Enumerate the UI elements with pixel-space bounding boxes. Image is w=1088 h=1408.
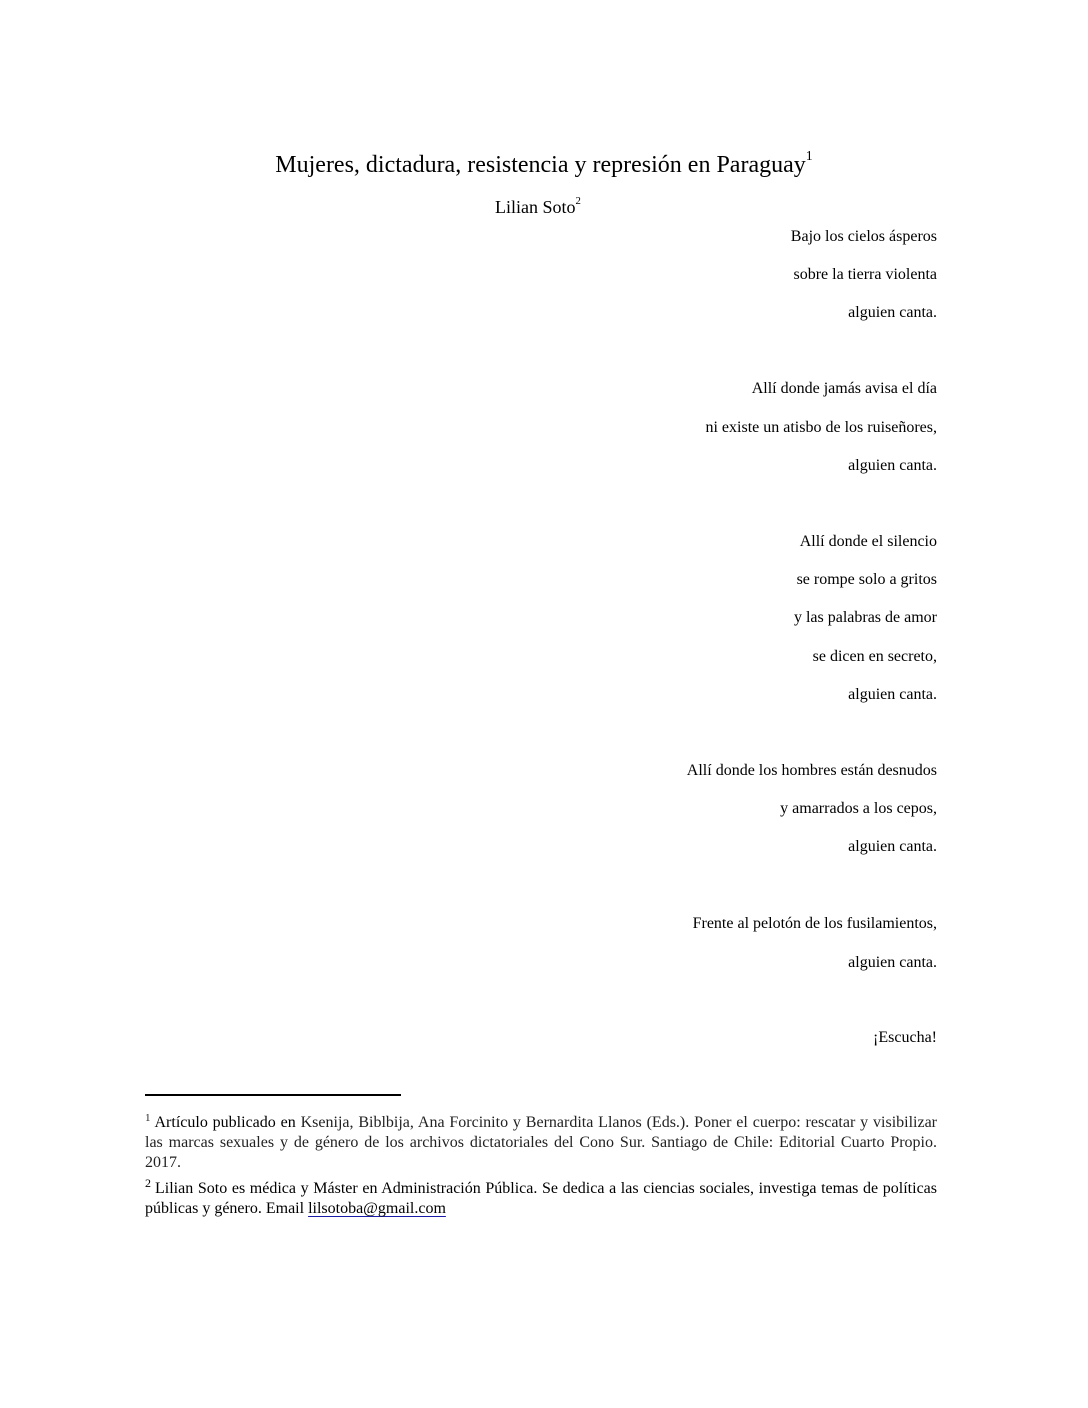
poem-line: ¡Escucha! xyxy=(873,1029,937,1046)
poem-line: alguien canta. xyxy=(848,954,937,971)
poem-line: alguien canta. xyxy=(848,304,937,321)
poem-line: alguien canta. xyxy=(848,457,937,474)
footnote-number: 1 xyxy=(145,1111,151,1124)
poem-line: Frente al pelotón de los fusilamientos, xyxy=(692,915,937,932)
poem-line: Bajo los cielos ásperos xyxy=(790,228,937,245)
author-line xyxy=(0,194,1076,220)
footnote-separator xyxy=(145,1094,401,1096)
author-footnote-ref[interactable]: 2 xyxy=(575,194,581,207)
author-name: Lilian Soto xyxy=(495,197,576,217)
poem-line: se dicen en secreto, xyxy=(812,648,937,665)
poem-line: sobre la tierra violenta xyxy=(793,266,937,283)
poem-line: Allí donde jamás avisa el día xyxy=(751,380,937,397)
poem-line: alguien canta. xyxy=(848,686,937,703)
document-title xyxy=(0,148,1088,182)
footnote-number: 2 xyxy=(145,1175,151,1190)
poem-line: se rompe solo a gritos xyxy=(796,571,937,588)
footnote-2 xyxy=(145,1175,937,1219)
poem-line: y amarrados a los cepos, xyxy=(780,800,937,817)
title-text: Mujeres, dictadura, resistencia y represión en Paraguay xyxy=(275,152,806,178)
poem-line: ni existe un atisbo de los ruiseñores, xyxy=(705,419,937,436)
poem-line: alguien canta. xyxy=(848,838,937,855)
footnote-1 xyxy=(145,1113,937,1173)
poem-line: y las palabras de amor xyxy=(793,609,937,626)
footnote-text: Lilian Soto es médica y Máster en Administración Pública. Se dedica a las ciencias sociales, investiga temas de políticas públicas y género. Email xyxy=(145,1180,937,1217)
footnote-text: Ksenija, Biblbija, Ana Forcinito y Bernardita Llanos (Eds.). Poner el cuerpo: rescatar y visibilizar las marcas sexuales y de género de los archivos dictatoriales del Cono Sur. Santiago de Chile: Editorial Cuarto Propio. 2017. xyxy=(145,1114,937,1171)
footnote-lead: Artículo publicado en xyxy=(154,1114,296,1131)
poem-line: Allí donde los hombres están desnudos xyxy=(686,762,937,779)
email-link[interactable]: lilsotoba@gmail.com xyxy=(308,1200,446,1217)
poem-line: Allí donde el silencio xyxy=(799,533,937,550)
title-footnote-ref[interactable]: 1 xyxy=(805,149,813,165)
